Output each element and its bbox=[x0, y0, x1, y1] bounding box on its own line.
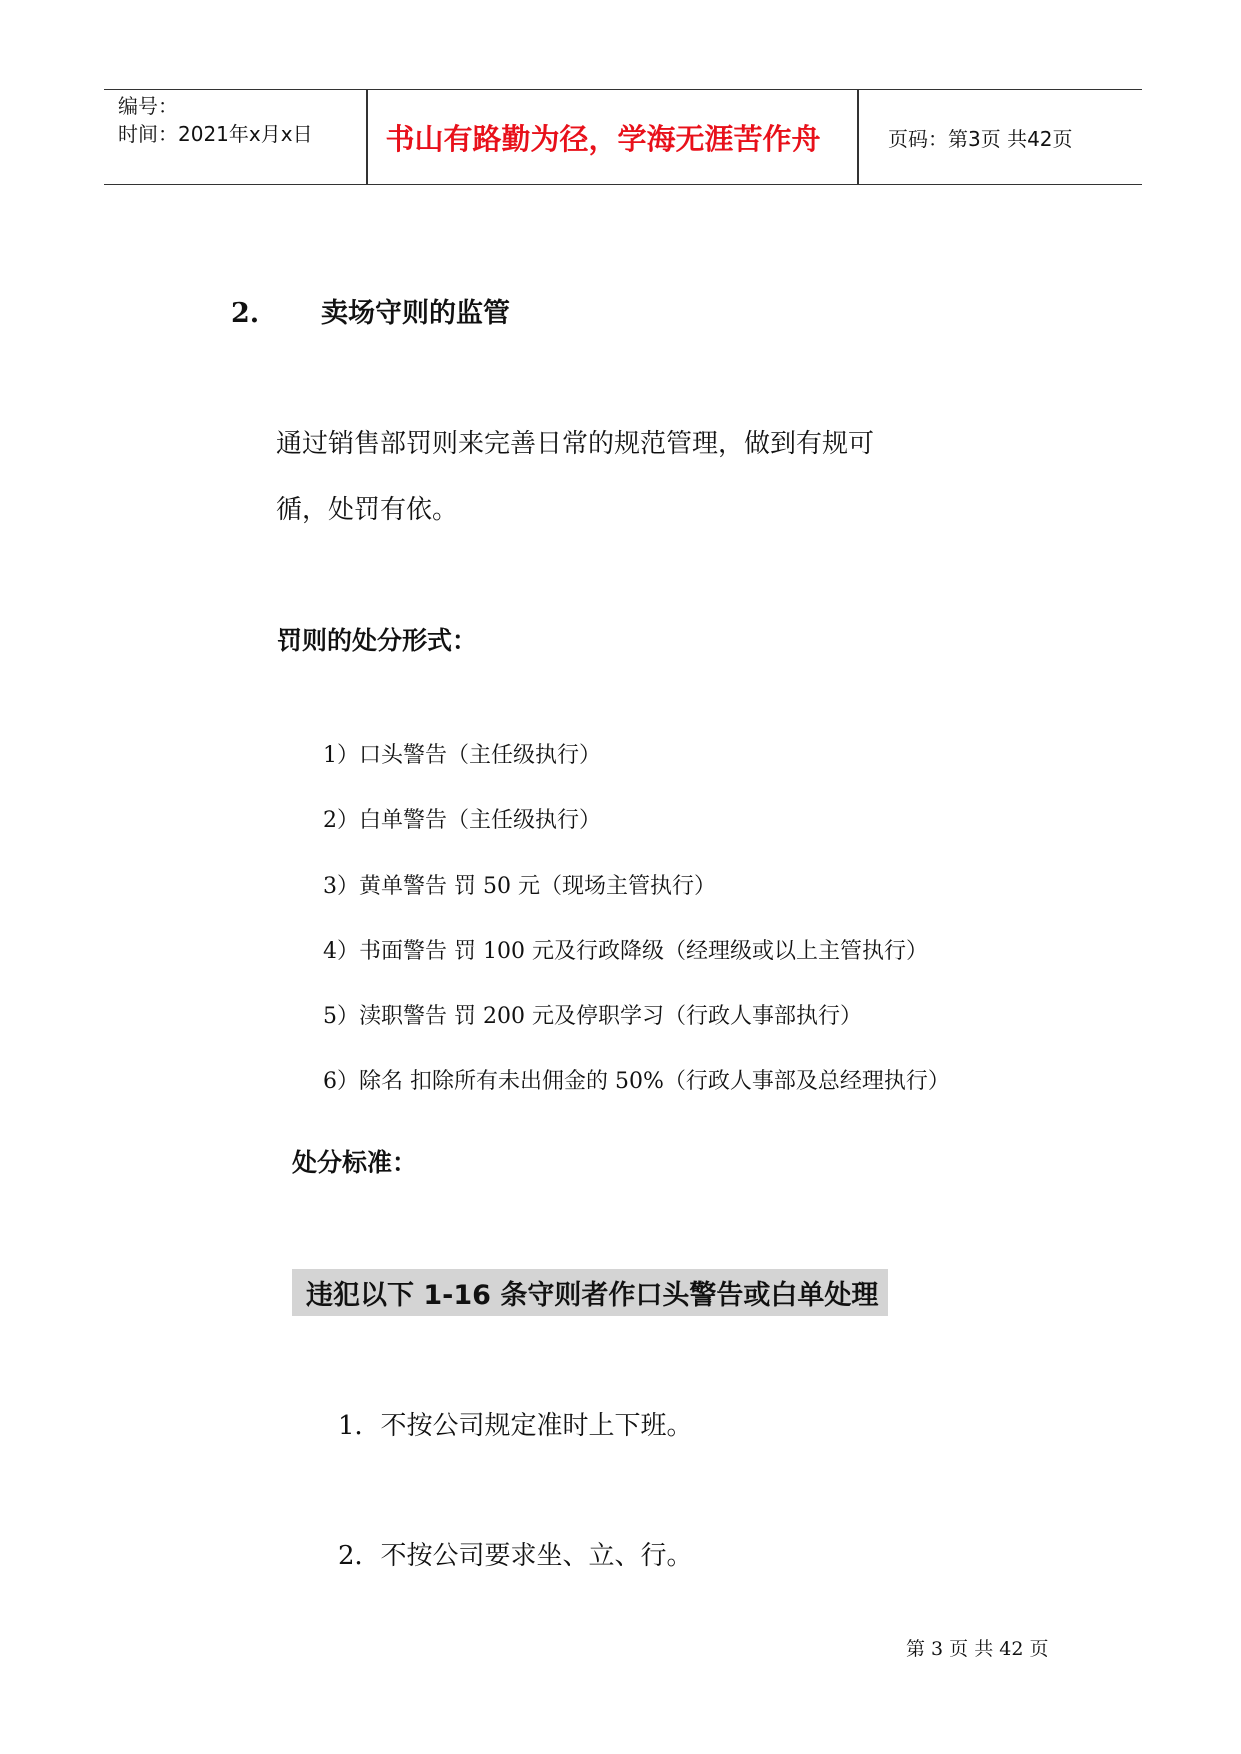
standard-title: 处分标准： bbox=[292, 1148, 418, 1177]
page-footer: 第 3 页 共 42 页 bbox=[906, 1638, 1049, 1660]
intro-paragraph-line-1: 通过销售部罚则来完善日常的规范管理，做到有规可 bbox=[276, 429, 875, 459]
form-item: 1）口头警告（主任级执行） bbox=[323, 743, 601, 768]
time-label: 时间：2021年x月x日 bbox=[118, 122, 313, 146]
intro-paragraph-line-2: 循，处罚有依。 bbox=[276, 495, 459, 525]
form-item: 2）白单警告（主任级执行） bbox=[323, 808, 601, 833]
form-item: 5）渎职警告 罚 200 元及停职学习（行政人事部执行） bbox=[323, 1004, 862, 1029]
header-page-label: 页码：第3页 共42页 bbox=[888, 126, 1073, 151]
section-heading bbox=[231, 291, 510, 330]
form-item: 3）黄单警告 罚 50 元（现场主管执行） bbox=[323, 874, 716, 899]
rule-item: 2．不按公司要求坐、立、行。 bbox=[338, 1541, 693, 1571]
forms-title: 罚则的处分形式： bbox=[277, 626, 478, 655]
section-number: 2. bbox=[231, 298, 260, 329]
rule-item: 1．不按公司规定准时上下班。 bbox=[338, 1411, 693, 1441]
form-item: 4）书面警告 罚 100 元及行政降级（经理级或以上主管执行） bbox=[323, 939, 928, 964]
form-item: 6）除名 扣除所有未出佣金的 50%（行政人事部及总经理执行） bbox=[323, 1069, 950, 1094]
section-title: 卖场守则的监管 bbox=[321, 298, 510, 329]
header-divider-left bbox=[366, 90, 368, 184]
header-divider-right bbox=[857, 90, 859, 184]
document-header bbox=[104, 89, 1142, 185]
serial-number-label: 编号： bbox=[118, 94, 178, 118]
header-motto: 书山有路勤为径，学海无涯苦作舟 bbox=[385, 121, 821, 156]
highlighted-rule-heading: 违犯以下 1-16 条守则者作口头警告或白单处理 bbox=[292, 1269, 888, 1316]
header-left-cell bbox=[118, 92, 313, 148]
